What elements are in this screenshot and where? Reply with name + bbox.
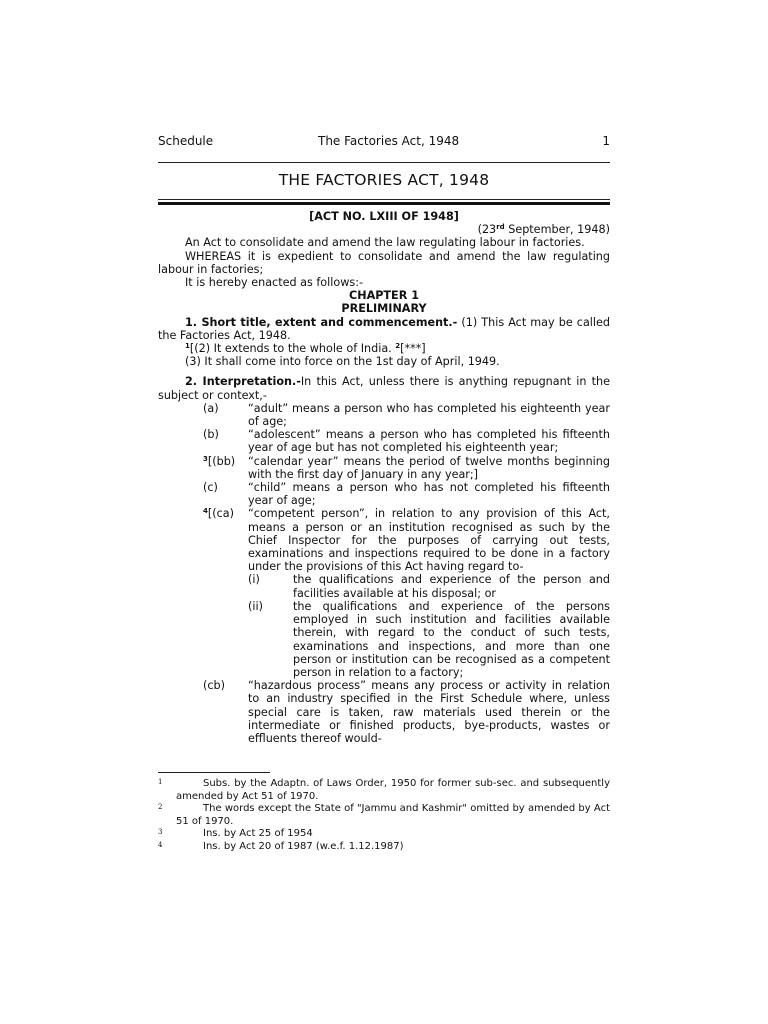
act-body: [158, 210, 610, 745]
section-2-heading: 2. Interpretation.-: [185, 375, 301, 389]
competent-person-subitem: (ii) the qualifications and experience of the persons employed in such institution and facilities available therein, with regard to the conduct of such tests, examinations and inspections, and more than one person or institution can be recognised as a competent person in relation to a factory;: [248, 599, 610, 679]
footnotes: [158, 778, 610, 853]
header-divider: [158, 162, 610, 163]
definition-item: $^4$[(ca) “competent person”, in relation to any provision of this Act, means a person or an institution recognised as such by the Chief Inspector for the purposes of carrying out tests, examinations and inspections required to be done in a factory under the provisions of this Act having regard to-: [203, 507, 610, 574]
title-divider-thick: [158, 202, 610, 205]
section-1-heading: 1. Short title, extent and commencement.-: [185, 315, 458, 329]
section-1: 1. Short title, extent and commencement.- (1) This Act may be called the Factories Act, 1948.: [158, 315, 610, 342]
act-number: [ACT NO. LXIII OF 1948]: [309, 210, 459, 223]
whereas-clause: WHEREAS it is expedient to consolidate and amend the law regulating labour in factories;: [158, 249, 610, 276]
act-intro: An Act to consolidate and amend the law regulating labour in factories.: [185, 236, 585, 250]
definition-item: (c) “child” means a person who has not completed his fifteenth year of age;: [203, 481, 610, 508]
footnote: 1 Subs. by the Adaptn. of Laws Order, 1950 for former sub-sec. and subsequently amended by Act 51 of 1970.: [158, 778, 610, 802]
header-schedule: Schedule: [158, 134, 214, 148]
footnote-divider: [158, 772, 270, 773]
footnote: 4 Ins. by Act 20 of 1987 (w.e.f. 1.12.1987): [158, 840, 404, 852]
page-number: 1: [602, 134, 610, 148]
competent-person-subitem: (i) the qualifications and experience of the person and facilities available at his disposal; or: [248, 573, 610, 600]
footnote: 2 The words except the State of "Jammu and Kashmir" omitted by amended by Act 51 of 1970.: [158, 803, 610, 827]
title-divider-thin: [158, 199, 610, 200]
section-2: 2. Interpretation.-In this Act, unless there is anything repugnant in the subject or context,-: [158, 375, 611, 402]
section-1-sub-3: (3) It shall come into force on the 1st day of April, 1949.: [185, 355, 500, 369]
chapter-title: PRELIMINARY: [341, 302, 427, 316]
enactment-clause: It is hereby enacted as follows:-: [185, 276, 364, 290]
definition-item: (a) “adult” means a person who has completed his eighteenth year of age;: [203, 401, 610, 429]
act-title: THE FACTORIES ACT, 1948: [278, 171, 490, 189]
definition-item: (b) “adolescent” means a person who has completed his fifteenth year of age but has not completed his eighteenth year;: [203, 428, 610, 455]
chapter-number: CHAPTER 1: [349, 289, 419, 303]
definition-item: $^3$[(bb) “calendar year” means the period of twelve months beginning with the first day of January in any year;]: [203, 454, 610, 481]
competent-person-sublist: [158, 573, 610, 679]
page-header: [158, 134, 610, 150]
header-title: The Factories Act, 1948: [318, 134, 460, 148]
definition-cb: (cb) “hazardous process” means any process or activity in relation to an industry specified in the First Schedule where, unless special care is taken, raw materials used therein or the intermediate or finished products, bye-products, wastes or effluents thereof would-: [203, 679, 610, 745]
section-1-sub-2: $^1$[(2) It extends to the whole of India. $^2$[***]: [185, 342, 426, 356]
footnote: 3 Ins. by Act 25 of 1954: [158, 828, 313, 839]
definition-list: [158, 402, 610, 574]
act-date: (23rd September, 1948): [477, 223, 610, 237]
